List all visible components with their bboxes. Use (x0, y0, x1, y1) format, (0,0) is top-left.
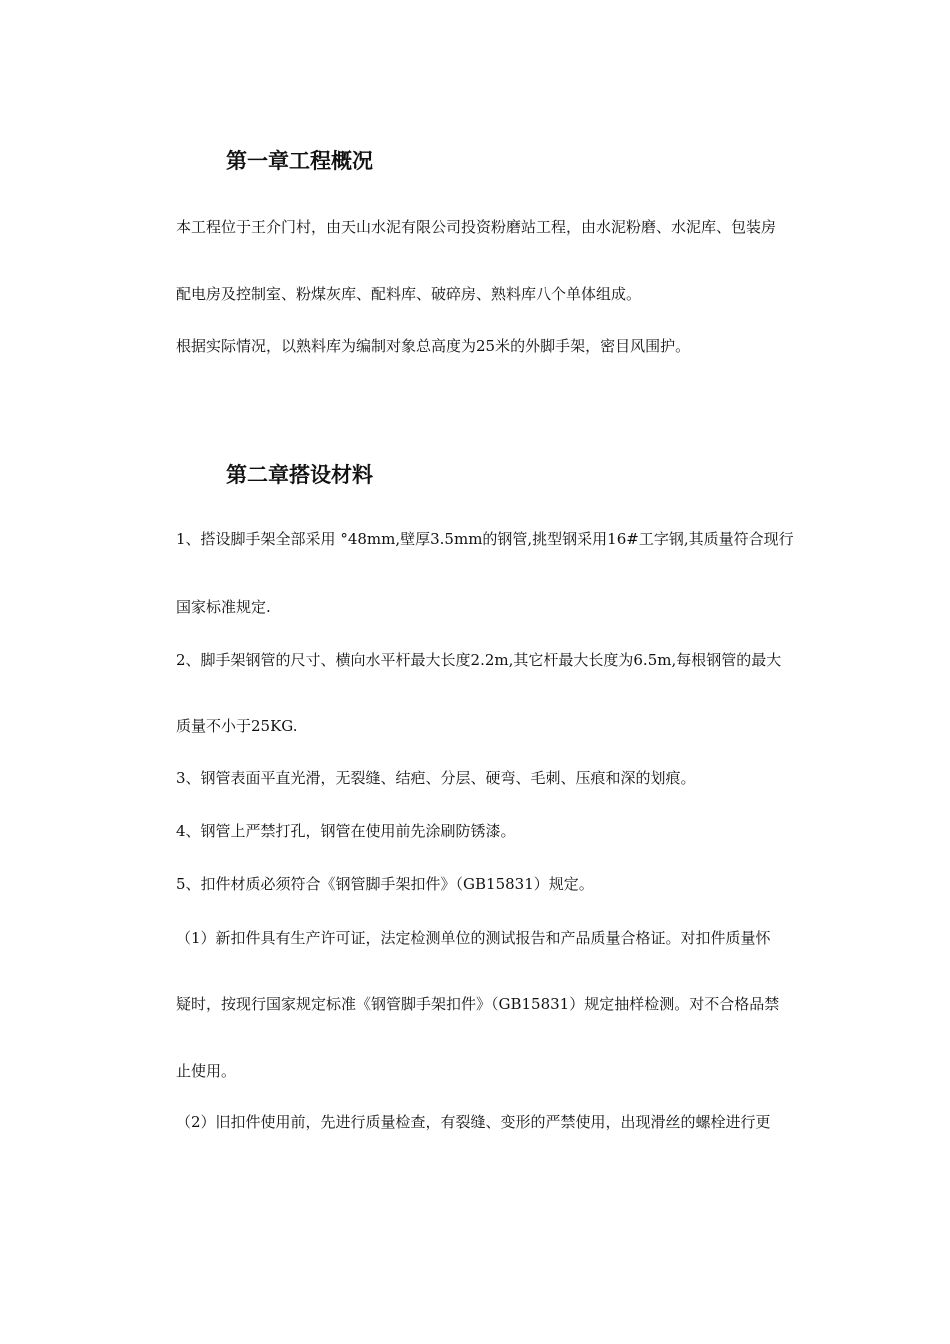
chapter1-para2: 根据实际情况，以熟料库为编制对象总高度为25米的外脚手架，密目风围护。 (176, 337, 691, 355)
chapter2-item3: 3、钢管表面平直光滑，无裂缝、结疤、分层、硬弯、毛刺、压痕和深的划痕。 (176, 769, 696, 787)
chapter2-item5: 5、扣件材质必须符合《钢管脚手架扣件》（GB15831）规定。 (176, 875, 594, 893)
chapter2-sub1-line1: （1）新扣件具有生产许可证，法定检测单位的测试报告和产品质量合格证。对扣件质量怀 (176, 929, 771, 947)
chapter1-title: 第一章工程概况 (226, 148, 373, 173)
chapter2-item2-line1: 2、脚手架钢管的尺寸、横向水平杆最大长度2.2m,其它杆最大长度为6.5m,每根钢管的最大 (176, 651, 782, 669)
chapter2-sub2-line1: （2）旧扣件使用前，先进行质量检查，有裂缝、变形的严禁使用，出现滑丝的螺栓进行更 (176, 1113, 771, 1131)
chapter2-item2-line2: 质量不小于25KG. (176, 717, 298, 735)
chapter1-para1-line2: 配电房及控制室、粉煤灰库、配料库、破碎房、熟料库八个单体组成。 (176, 285, 642, 303)
chapter2-item4: 4、钢管上严禁打孔，钢管在使用前先涂刷防锈漆。 (176, 822, 516, 840)
chapter2-sub1-line2: 疑时，按现行国家规定标准《钢管脚手架扣件》（GB15831）规定抽样检测。对不合格品禁 (176, 995, 780, 1013)
chapter2-item1-line1: 1、搭设脚手架全部采用 °48mm,壁厚3.5mm的钢管,挑型钢采用16#工字钢,其质量符合现行 (176, 530, 794, 548)
chapter1-para1-line1: 本工程位于王介门村，由天山水泥有限公司投资粉磨站工程，由水泥粉磨、水泥库、包装房 (176, 218, 777, 236)
chapter2-item1-line2: 国家标准规定. (176, 598, 271, 616)
chapter2-title: 第二章搭设材料 (226, 462, 373, 487)
chapter2-sub1-line3: 止使用。 (176, 1062, 237, 1080)
